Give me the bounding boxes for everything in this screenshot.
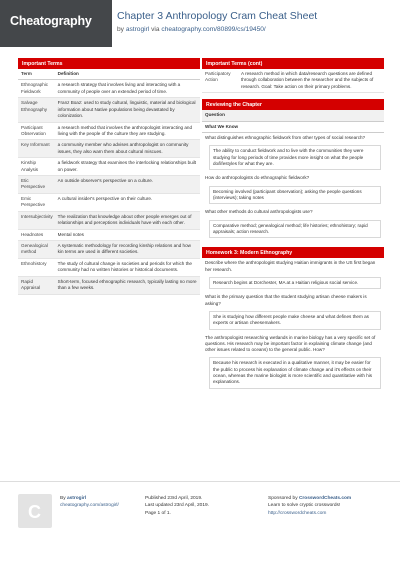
table-row xyxy=(18,229,200,240)
table-header-row xyxy=(18,69,200,80)
footer-sponsor-block xyxy=(268,495,351,517)
review-list xyxy=(202,133,384,238)
definition-cell: The study of cultural change in societies and periods for which the community had no written histories or historical documents. xyxy=(57,260,192,273)
term-cell: Genealogical method xyxy=(21,243,48,255)
table-row xyxy=(18,98,200,122)
updated-date: Last updated 23rd April, 2019. xyxy=(145,503,210,509)
term-cell: Key Informant xyxy=(21,142,50,148)
question-text: How do anthropologists do ethnographic fieldwork? xyxy=(205,175,310,181)
term-cell: Etic Perspective xyxy=(21,178,46,190)
table-row xyxy=(18,276,200,294)
term-cell: Ethnographic Fieldwork xyxy=(21,82,49,94)
term-cell: Headnotes xyxy=(21,231,44,237)
page-count: Page 1 of 1. xyxy=(145,510,171,516)
section-header-homework: Homework 3: Modern Ethnography xyxy=(202,247,384,258)
cheatography-logo[interactable] xyxy=(0,0,112,47)
footer-author-url[interactable]: cheatography.com/astrogirl/ xyxy=(60,503,119,509)
answer-text: Becoming involved (participant observation); asking the people questions (interviews); taking notes xyxy=(209,186,381,205)
answer-text: Comparative method; genealogical method; life histories; ethnohistory; rapid appraisals; action research. xyxy=(209,220,381,239)
table-row xyxy=(18,193,200,211)
term-cell: Rapid Appraisal xyxy=(21,278,41,291)
definition-cell: a fieldwork strategy that examines the interlocking relationships built on power. xyxy=(57,160,197,172)
term-cell: Kinship Analysis xyxy=(21,160,39,172)
via-label: via xyxy=(151,26,160,33)
by-label: by xyxy=(117,26,124,33)
definition-cell: A research method in which data/research questions are defined through collaboration between the researcher and the subjects of research. Goal: Take action on their primary problems. xyxy=(241,71,374,89)
footer-author-block xyxy=(60,495,119,510)
table-row xyxy=(18,80,200,98)
term-cell: Intersubjectivity xyxy=(21,213,53,219)
logo-text: Cheatography xyxy=(10,14,92,28)
section-header-important-terms-cont: Important Terms (cont) xyxy=(202,58,384,69)
footer-logo-letter: C xyxy=(28,502,41,522)
table-row xyxy=(202,69,384,93)
sponsor-tagline: Learn to solve cryptic crosswords! xyxy=(268,503,341,509)
sponsor-label: Sponsored by xyxy=(268,496,298,501)
section-header-important-terms: Important Terms xyxy=(18,58,200,69)
definition-cell: Short-term, focused ethnographic research, typically lasting no more than a few weeks. xyxy=(57,278,197,291)
definition-cell: The realization that knowledge about other people emerges out of relationships and perceptions individuals have with each other. xyxy=(57,213,192,226)
important-terms-cont-table xyxy=(202,69,384,93)
answer-text: The ability to conduct fieldwork and to live with the communities they were studying for long periods of time provides more insight on what the people do/lifestyles for what they are. xyxy=(209,145,381,170)
definition-cell: a research method that involves the anthropologist interacting and living with the people of the culture they are studying. xyxy=(57,124,192,136)
footer-dates-block xyxy=(145,495,209,517)
homework-list xyxy=(202,258,384,389)
table-row xyxy=(18,122,200,140)
page-footer xyxy=(0,481,400,541)
column-header-definition: Definition xyxy=(55,69,200,80)
definition-cell: Franz Boaz: used to study cultural, linguistic, material and biological information about Native populations being devastated by colonization. xyxy=(57,100,196,119)
definition-cell: An outside observer's perspective on a culture. xyxy=(57,178,154,184)
footer-logo xyxy=(18,494,52,528)
answer-text: Because his research is executed in a qualitative manner, it may be easier for the public to process his explanation of climate change and it's effects on their ocean, whereas the marine biologist is more scientific and quantitative with his explanations. xyxy=(209,357,381,388)
question-text: What other methods do cultural anthropologists use? xyxy=(205,209,313,215)
question-text: Describe where the anthropologist studying Haitian immigrants in the US first began her research. xyxy=(205,260,376,272)
footer-author-link[interactable]: astrogirl xyxy=(66,496,87,501)
question-text: What distinguishes ethnographic fieldwork from other types of social research? xyxy=(205,134,366,140)
table-row xyxy=(18,258,200,276)
sheet-url-link[interactable]: cheatography.com/80899/cs/19450/ xyxy=(161,26,266,33)
left-column xyxy=(18,58,200,295)
important-terms-table xyxy=(18,69,200,295)
term-cell: Salvage Ethnography xyxy=(21,100,48,112)
answer-text: She is studying how different people make cheese and what defines them as experts or artisan cheesemakers. xyxy=(209,311,381,330)
question-text: What is the primary question that the student studying artisan cheese makers is asking? xyxy=(205,294,367,306)
page-header xyxy=(0,0,400,47)
table-row xyxy=(18,211,200,229)
footer-by-label: By xyxy=(60,496,66,501)
table-row xyxy=(18,241,200,259)
what-we-know-label: What We Know xyxy=(202,122,384,133)
byline xyxy=(117,25,266,34)
section-header-reviewing: Reviewing the Chapter xyxy=(202,99,384,110)
term-cell: Participatory Action xyxy=(205,71,231,83)
page-title: Chapter 3 Anthropology Cram Cheat Sheet xyxy=(117,10,318,22)
definition-cell: Mental notes xyxy=(57,231,84,237)
sponsor-link[interactable]: CrosswordCheats.com xyxy=(298,496,352,501)
term-cell: Ethnohistory xyxy=(21,260,47,266)
definition-cell: A cultural insider's perspective on their culture. xyxy=(57,195,153,201)
question-text: The anthropologist researching wetlands in marine biology has a very specific set of questions. His research may be important factor in explaining climate change (and other issues related to oceans) to the general public. How? xyxy=(205,334,376,353)
table-row xyxy=(18,140,200,158)
term-cell: Participant Observation xyxy=(21,124,46,136)
answer-text: Research begins at Dorchester, MA at a Haitian religious social service. xyxy=(209,277,381,289)
right-column xyxy=(202,58,384,392)
sponsor-url[interactable]: http://crosswordcheats.com xyxy=(268,510,327,516)
table-row xyxy=(18,158,200,176)
published-date: Published 23rd April, 2019. xyxy=(145,496,203,501)
column-header-term: Term xyxy=(18,69,55,80)
definition-cell: a research strategy that involves living and interacting with a community of people over an extended period of time. xyxy=(57,82,181,94)
definition-cell: A systematic methodology for recording kinship relations and how kin terms are used in different societies. xyxy=(57,243,191,255)
definition-cell: a community member who advises anthropologist on community issues, they also warn them about cultural miscues. xyxy=(57,142,189,154)
author-link[interactable]: astrogirl xyxy=(125,26,150,33)
table-row xyxy=(18,176,200,194)
question-label: Question xyxy=(202,110,384,121)
term-cell: Emic Perspective xyxy=(21,195,46,208)
